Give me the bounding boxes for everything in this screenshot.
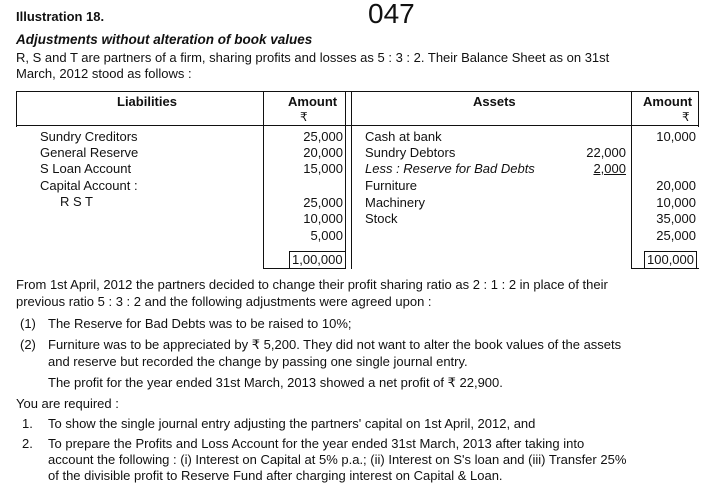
total-assets: 100,000 [644,251,697,269]
page-number: 047 [368,0,415,29]
profit-line: The profit for the year ended 31st March, 2013 showed a net profit of ₹ 22,900. [48,375,503,390]
asset-sundry-debtors: Sundry Debtors [365,145,456,160]
amount-cell: 25,000 [303,195,343,210]
adjustment-1-number: (1) [20,316,36,331]
para-1-line-2: previous ratio 5 : 3 : 2 and the following adjustments were agreed upon : [16,294,432,309]
liability-general-reserve: General Reserve [40,145,139,160]
requirement-1-number: 1. [22,416,33,431]
amount-cell: 10,000 [656,129,696,144]
amount-cell: 10,000 [303,211,343,226]
liability-capital: Capital Account : [40,178,138,193]
para-1-line-1: From 1st April, 2012 the partners decided to change their profit sharing ratio as 2 : 1 : 2 in place of their [16,277,608,292]
adjustment-1: The Reserve for Bad Debts was to be raised to 10%; [48,316,352,331]
requirement-1: To show the single journal entry adjusting the partners' capital on 1st April, 2012, and [48,416,536,431]
col-amount: Amount [288,94,338,109]
debtors-gross: 22,000 [586,145,626,160]
amount-cell: 10,000 [656,195,696,210]
amount-cell: 20,000 [656,178,696,193]
asset-stock: Stock [365,211,398,226]
asset-cash: Cash at bank [365,129,442,144]
liability-sundry-creditors: Sundry Creditors [40,129,138,144]
required-heading: You are required : [16,396,119,411]
col-amount-2: Amount [643,94,693,109]
adjustment-2-number: (2) [20,337,36,352]
requirement-2-line-1: To prepare the Profits and Loss Account for the year ended 31st March, 2013 after taking into [48,436,585,451]
liability-s-loan: S Loan Account [40,161,132,176]
debtors-reserve: 2,000 [593,161,626,176]
liability-rst: R S T [60,194,93,209]
asset-reserve-bad-debts: Less : Reserve for Bad Debts [365,161,535,176]
requirement-2-line-3: of the divisible profit to Reserve Fund after charging interest on Capital & Loan. [48,468,503,483]
requirement-2-line-2: account the following : (i) Interest on Capital at 5% p.a.; (ii) Interest on S's loan and (iii) Transfer 25% [48,452,627,467]
total-liabilities: 1,00,000 [289,251,346,269]
amount-cell: 5,000 [310,228,343,243]
col-assets: Assets [473,94,516,109]
section-title: Adjustments without alteration of book values [16,32,313,47]
requirement-2-number: 2. [22,436,33,451]
amount-cell: 15,000 [303,161,343,176]
intro-line-2: March, 2012 stood as follows : [16,66,192,81]
asset-furniture: Furniture [365,178,418,193]
adjustment-2-line-1: Furniture was to be appreciated by ₹ 5,200. They did not want to alter the book values of the assets [48,337,622,352]
rupee-symbol-2: ₹ [682,110,690,124]
illustration-label: Illustration 18. [16,9,105,24]
rupee-symbol: ₹ [300,110,308,124]
amount-cell: 35,000 [656,211,696,226]
intro-line-1: R, S and T are partners of a firm, sharing profits and losses as 5 : 3 : 2. Their Balance Sheet as on 31st [16,50,610,65]
amount-cell: 25,000 [656,228,696,243]
adjustment-2-line-2: and reserve but recorded the change by passing one single journal entry. [48,354,468,369]
asset-machinery: Machinery [365,195,425,210]
amount-cell: 20,000 [303,145,343,160]
amount-cell: 25,000 [303,129,343,144]
col-liabilities: Liabilities [117,94,177,109]
